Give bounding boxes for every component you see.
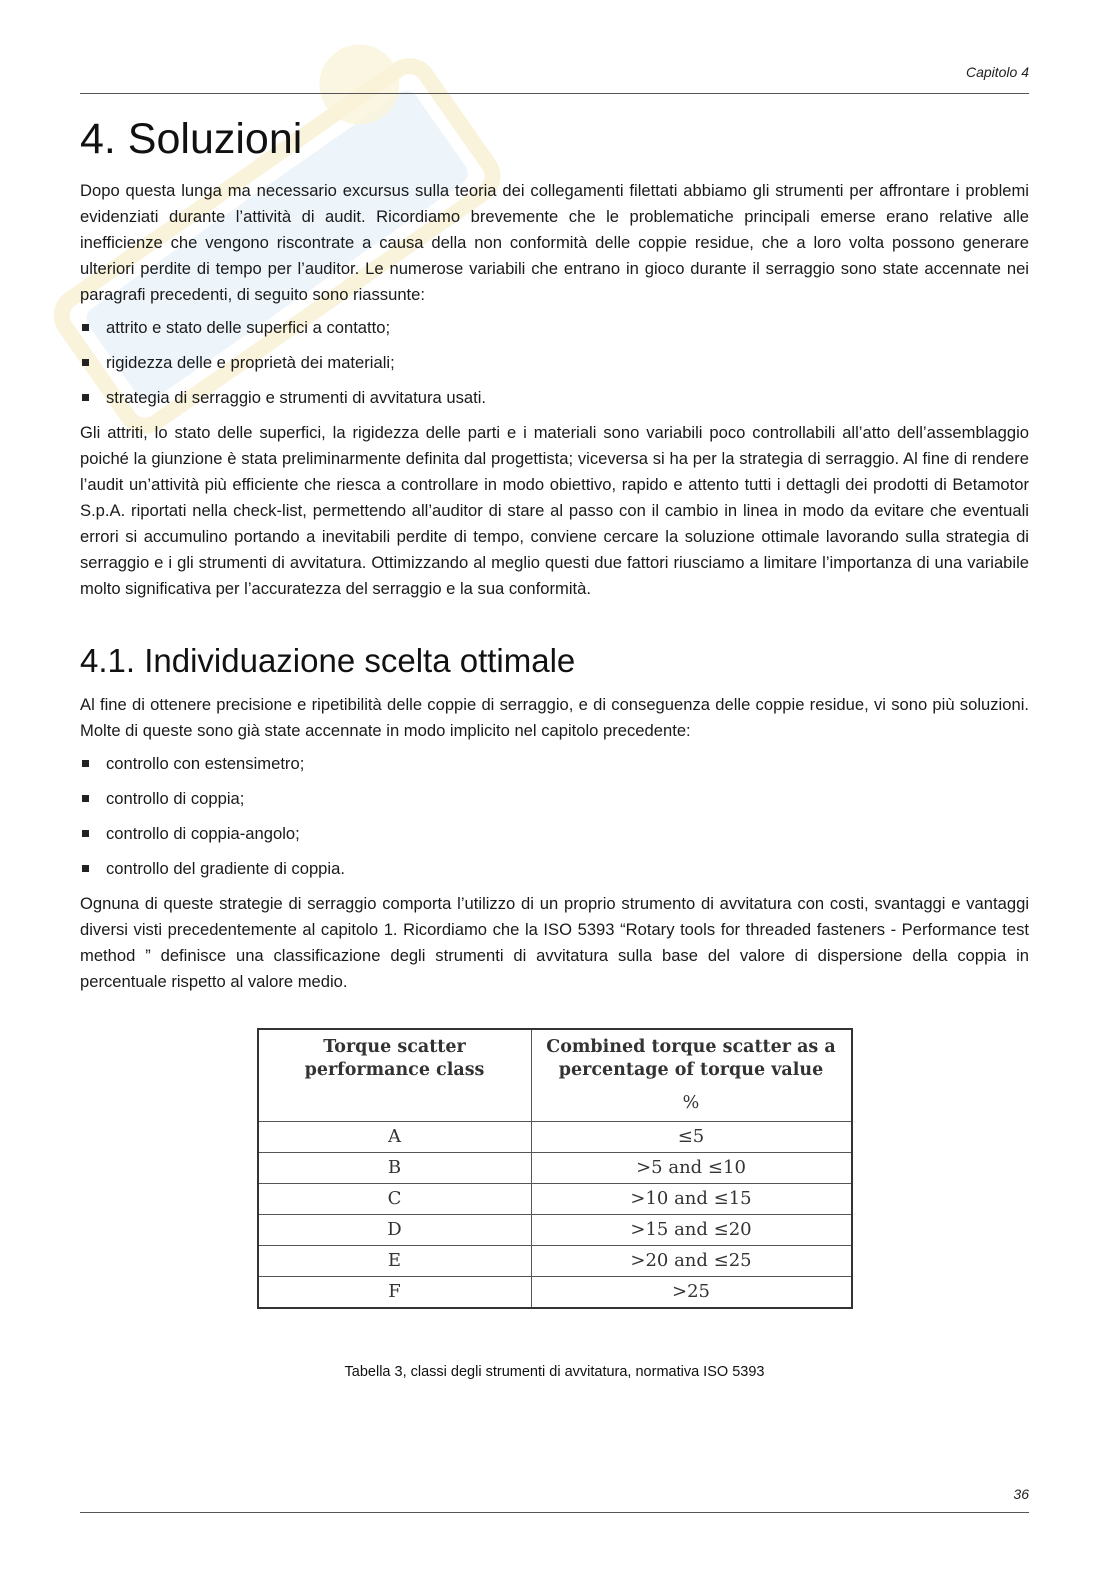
page-content [80, 112, 1029, 1380]
table-caption: Tabella 3, classi degli strumenti di avvitatura, normativa ISO 5393 [344, 1364, 765, 1380]
column-header-scatter-label: Combined torque scatter as a percentage of torque value [546, 1037, 836, 1080]
table-row [258, 1277, 852, 1309]
scatter-cell: ≤5 [531, 1122, 852, 1153]
table-row [258, 1215, 852, 1246]
iso-5393-table [257, 1028, 853, 1309]
class-cell: D [258, 1215, 532, 1246]
class-cell: B [258, 1153, 532, 1184]
list-item: controllo di coppia; [80, 786, 1029, 812]
list-item: controllo di coppia-angolo; [80, 821, 1029, 847]
scatter-cell: >5 and ≤10 [531, 1153, 852, 1184]
page-number: 36 [1013, 1486, 1029, 1502]
subsection-body-paragraph: Ognuna di queste strategie di serraggio comporta l’utilizzo di un proprio strumento di avvitatura con costi, svantaggi e vantaggi diversi visti precedentemente al capitolo 1. Ricordiamo che la ISO 5393 “Rotary tools for threaded fasteners - Performance test method ” definisce una classificazione degli strumenti di avvitatura sulla base del valore di dispersione della coppia in percentuale rispetto al valore medio. [80, 894, 1029, 991]
strategies-list [80, 751, 1029, 882]
variables-list [80, 315, 1029, 411]
class-cell: A [258, 1122, 532, 1153]
footer-rule [80, 1512, 1029, 1513]
list-item: strategia di serraggio e strumenti di avvitatura usati. [80, 385, 1029, 411]
subsection-title: 4.1. Individuazione scelta ottimale [80, 642, 576, 679]
list-item: rigidezza delle e proprietà dei materiali; [80, 350, 1029, 376]
subsection-intro-paragraph: Al fine di ottenere precisione e ripetibilità delle coppie di serraggio, e di conseguenza delle coppie residue, vi sono più soluzioni. Molte di queste sono già state accennate in modo implicito nel capitolo precedente: [80, 695, 1029, 740]
scatter-cell: >25 [531, 1277, 852, 1309]
table-row [258, 1122, 852, 1153]
column-header-unit: % [682, 1093, 700, 1113]
header-rule [80, 93, 1029, 94]
list-item: attrito e stato delle superfici a contatto; [80, 315, 1029, 341]
iso-table-container [257, 1028, 853, 1309]
section-intro-paragraph: Dopo questa lunga ma necessario excursus sulla teoria dei collegamenti filettati abbiamo gli strumenti per affrontare i problemi evidenziati durante l’attività di audit. Ricordiamo brevemente che le problematiche principali emerse erano relative alle inefficienze che vengono riscontrate a causa della non conformità delle coppie residue, che a loro volta possono generare ulteriori perdite di tempo per l’auditor. Le numerose variabili che entrano in gioco durante il serraggio sono state accennate nei paragrafi precedenti, di seguito sono riassunte: [80, 181, 1029, 304]
table-row [258, 1246, 852, 1277]
column-header-scatter [531, 1029, 852, 1122]
list-item: controllo del gradiente di coppia. [80, 856, 1029, 882]
chapter-header: Capitolo 4 [965, 64, 1029, 80]
class-cell: F [258, 1277, 532, 1309]
section-title: 4. Soluzioni [80, 115, 303, 163]
class-cell: E [258, 1246, 532, 1277]
scatter-cell: >10 and ≤15 [531, 1184, 852, 1215]
table-header-row [258, 1029, 852, 1122]
table-row [258, 1184, 852, 1215]
column-header-class: Torque scatter performance class [258, 1029, 532, 1122]
scatter-cell: >20 and ≤25 [531, 1246, 852, 1277]
class-cell: C [258, 1184, 532, 1215]
section-body-paragraph: Gli attriti, lo stato delle superfici, la rigidezza delle parti e i materiali sono variabili poco controllabili all’atto dell’assemblaggio poiché la giunzione è stata preliminarmente definita dal progettista; viceversa si ha per la strategia di serraggio. Al fine di rendere l’audit un’attività più efficiente che riesca a controllare in modo obiettivo, rapido e attento tutti i dettagli dei prodotti di Betamotor S.p.A. riportati nella check-list, permettendo all’auditor di stare al passo con il cambio in linea in modo da evitare che eventuali errori si accumulino portando a inevitabili perdite di tempo, conviene cercare la soluzione ottimale lavorando sulla strategia di serraggio e i gli strumenti di avvitatura. Ottimizzando al meglio questi due fattori riusciamo a limitare l’importanza di una variabile molto significativa per l’accuratezza del serraggio e la sua conformità. [80, 423, 1029, 598]
list-item: controllo con estensimetro; [80, 751, 1029, 777]
scatter-cell: >15 and ≤20 [531, 1215, 852, 1246]
table-row [258, 1153, 852, 1184]
